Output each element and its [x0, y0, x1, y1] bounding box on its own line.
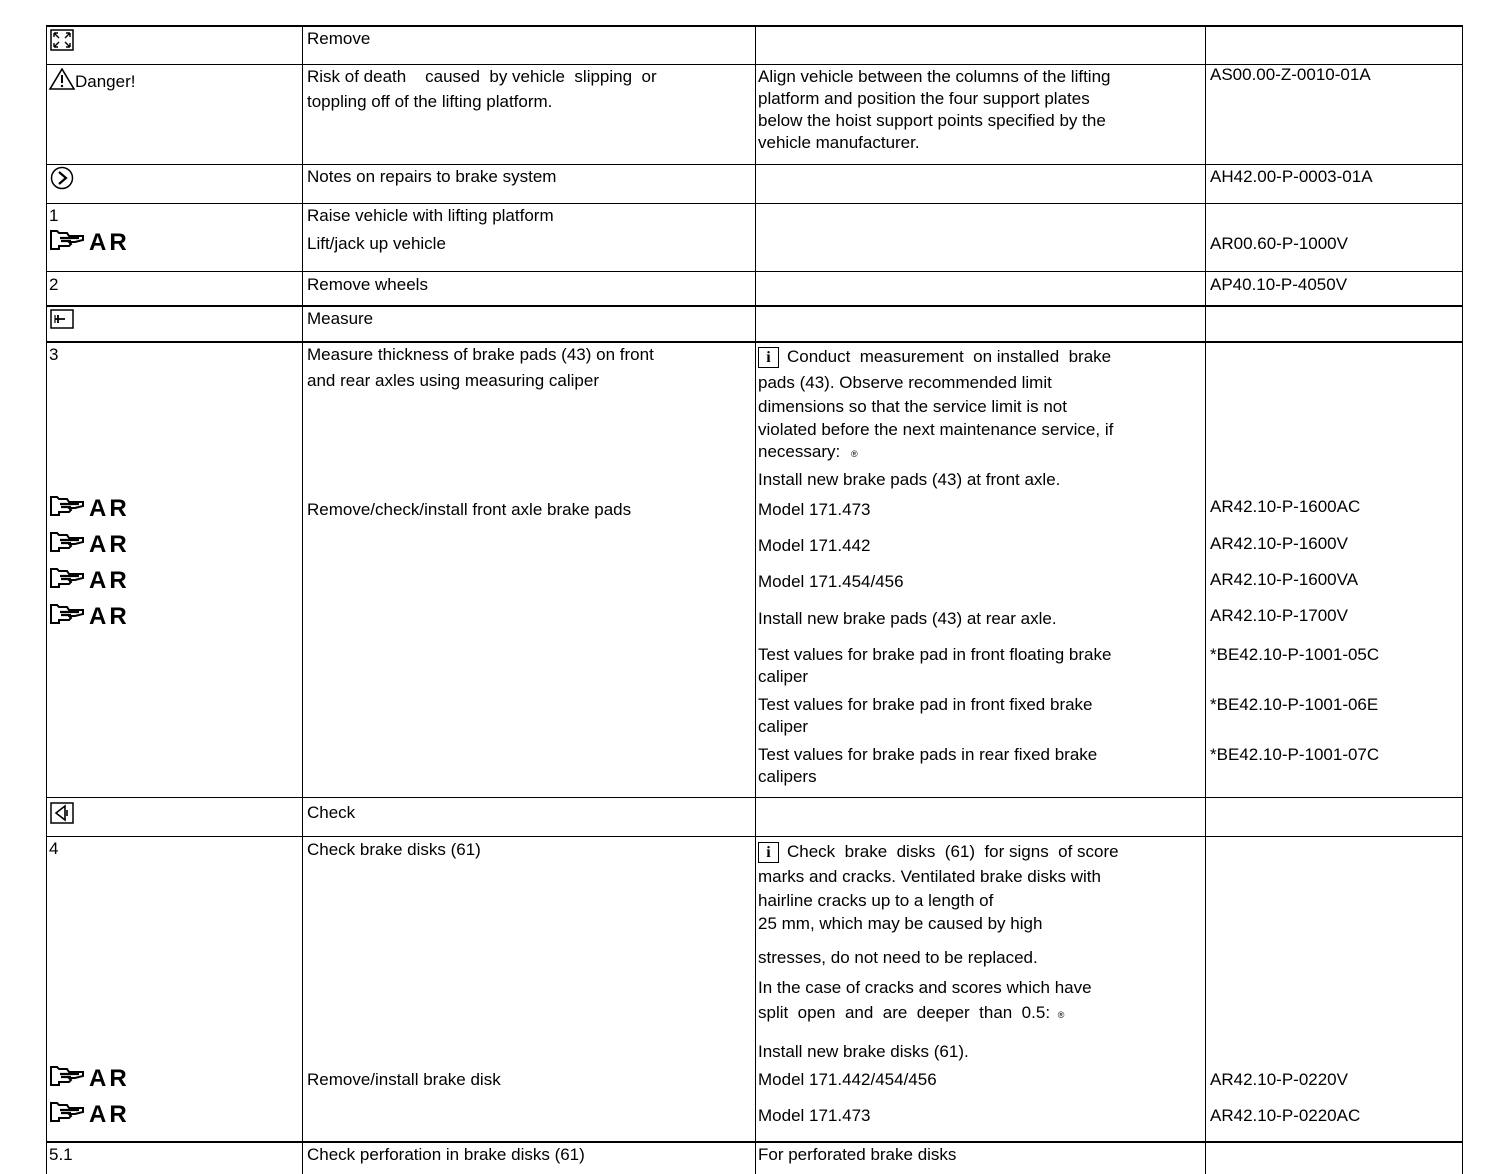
- step4-item-text: Model 171.442/454/456: [758, 1070, 937, 1089]
- step4-item-ref[interactable]: AR42.10-P-0220V: [1210, 1070, 1348, 1089]
- test-values-line2: caliper: [758, 717, 809, 736]
- danger-note-line: vehicle manufacturer.: [758, 133, 920, 152]
- step3-info-text: Conduct measurement on installed brake: [787, 347, 1112, 366]
- step3-note-line: pads (43). Observe recommended limit: [758, 373, 1052, 392]
- step4-note-line: 25 mm, which may be caused by high: [758, 914, 1043, 933]
- step3-note-line: violated before the next maintenance service, if: [758, 420, 1114, 439]
- pointing-hand-icon: [49, 1101, 85, 1130]
- test-values-line1: Test values for brake pad in front fixed brake: [758, 695, 1093, 714]
- test-values-line2: caliper: [758, 667, 809, 686]
- step3-item-text: Model 171.454/456: [758, 572, 904, 591]
- ar-reference-marker: [49, 229, 130, 257]
- step4-note-line: marks and cracks. Ventilated brake disks with: [758, 867, 1101, 886]
- procedure-table: [46, 25, 1463, 1174]
- step4-item-text: Model 171.473: [758, 1106, 871, 1125]
- step4-info-text: Check brake disks (61) for signs of score: [787, 842, 1119, 861]
- step-number: 3: [49, 345, 59, 364]
- danger-text: Danger!: [75, 72, 136, 91]
- step3-info-line: [758, 346, 1168, 368]
- test-values-line1: Test values for brake pad in front floating brake: [758, 645, 1112, 664]
- check-icon: [50, 802, 74, 829]
- step3-item-ref[interactable]: AR42.10-P-1700V: [1210, 606, 1348, 625]
- step1-action2: Lift/jack up vehicle: [307, 234, 446, 253]
- pointing-hand-icon: [49, 603, 85, 632]
- danger-label: [49, 68, 135, 96]
- column-divider: [1462, 25, 1463, 1174]
- step3-remove-action: Remove/check/install front axle brake pads: [307, 500, 632, 519]
- ar-reference-marker: [49, 531, 130, 559]
- registered-symbol: ®: [1057, 1010, 1065, 1020]
- pointing-hand-icon: [49, 495, 85, 524]
- ar-label: AR: [89, 1101, 130, 1128]
- test-values-ref[interactable]: *BE42.10-P-1001-06E: [1210, 695, 1379, 714]
- step4-stresses: stresses, do not need to be replaced.: [758, 948, 1038, 967]
- step3-note-necessary: [758, 441, 858, 465]
- column-divider: [302, 25, 303, 1174]
- step3-action-line2: and rear axles using measuring caliper: [307, 371, 599, 390]
- ar-reference-marker: [49, 495, 130, 523]
- step4-case-text: split open and are deeper than 0.5:: [758, 1003, 1051, 1022]
- danger-ref[interactable]: AS00.00-Z-0010-01A: [1210, 65, 1371, 84]
- info-icon: i: [758, 347, 779, 368]
- test-values-ref[interactable]: *BE42.10-P-1001-07C: [1210, 745, 1380, 764]
- step4-remove-action: Remove/install brake disk: [307, 1070, 501, 1089]
- step3-item-text: Model 171.473: [758, 500, 871, 519]
- check-heading: Check: [307, 803, 356, 822]
- ar-reference-marker: [49, 1101, 130, 1129]
- step-number: 2: [49, 275, 59, 294]
- ar-reference-marker: [49, 567, 130, 595]
- pointing-hand-icon: [49, 1065, 85, 1094]
- step2-ref[interactable]: AP40.10-P-4050V: [1210, 275, 1348, 294]
- step51-note: For perforated brake disks: [758, 1145, 957, 1164]
- step-number: 4: [49, 839, 59, 858]
- step3-action-line1: Measure thickness of brake pads (43) on front: [307, 345, 654, 364]
- notes-action: Notes on repairs to brake system: [307, 167, 557, 186]
- ar-reference-marker: [49, 1065, 130, 1093]
- step2-action: Remove wheels: [307, 275, 428, 294]
- step4-info-line: [758, 841, 1170, 863]
- ar-label: AR: [89, 229, 130, 256]
- step3-item-ref[interactable]: AR42.10-P-1600VA: [1210, 570, 1359, 589]
- test-values-line2: calipers: [758, 767, 817, 786]
- test-values-ref[interactable]: *BE42.10-P-1001-05C: [1210, 645, 1380, 664]
- column-divider: [1205, 25, 1206, 1174]
- pointing-hand-icon: [49, 531, 85, 560]
- ar-label: AR: [89, 531, 130, 558]
- remove-heading: Remove: [307, 29, 371, 48]
- test-values-line1: Test values for brake pads in rear fixed brake: [758, 745, 1098, 764]
- step4-case-line1: In the case of cracks and scores which have: [758, 978, 1092, 997]
- step3-item-ref[interactable]: AR42.10-P-1600V: [1210, 534, 1348, 553]
- ar-reference-marker: [49, 603, 130, 631]
- column-divider: [46, 25, 47, 1174]
- step-number: 1: [49, 206, 59, 225]
- step4-item-ref[interactable]: AR42.10-P-0220AC: [1210, 1106, 1361, 1125]
- ar-label: AR: [89, 1065, 130, 1092]
- measure-heading: Measure: [307, 309, 374, 328]
- notes-icon: [50, 166, 74, 195]
- ar-label: AR: [89, 495, 130, 522]
- measure-icon: [50, 309, 74, 334]
- column-divider: [755, 25, 756, 1174]
- step4-install: Install new brake disks (61).: [758, 1042, 969, 1061]
- step3-note-line: dimensions so that the service limit is not: [758, 397, 1067, 416]
- danger-note-line: below the hoist support points specified by the: [758, 111, 1106, 130]
- step1-ref[interactable]: AR00.60-P-1000V: [1210, 234, 1348, 253]
- ar-label: AR: [89, 603, 130, 630]
- danger-action-line2: toppling off of the lifting platform.: [307, 92, 553, 111]
- info-icon: i: [758, 842, 779, 863]
- pointing-hand-icon: [49, 229, 85, 258]
- step51-action: Check perforation in brake disks (61): [307, 1145, 585, 1164]
- step3-item-text: Install new brake pads (43) at rear axle.: [758, 609, 1057, 628]
- step3-install-front: Install new brake pads (43) at front axle.: [758, 470, 1061, 489]
- step4-note-line: hairline cracks up to a length of: [758, 891, 994, 910]
- warning-triangle-icon: [49, 68, 75, 96]
- pointing-hand-icon: [49, 567, 85, 596]
- step1-action1: Raise vehicle with lifting platform: [307, 206, 554, 225]
- remove-icon: [50, 29, 74, 56]
- danger-action-line1: Risk of death caused by vehicle slipping or: [307, 67, 657, 86]
- step4-case-line2: [758, 1002, 1064, 1026]
- step3-item-ref[interactable]: AR42.10-P-1600AC: [1210, 497, 1361, 516]
- notes-ref[interactable]: AH42.00-P-0003-01A: [1210, 167, 1373, 186]
- step3-item-text: Model 171.442: [758, 536, 871, 555]
- danger-note-line: Align vehicle between the columns of the lifting: [758, 67, 1111, 86]
- danger-note-line: platform and position the four support plates: [758, 89, 1090, 108]
- registered-symbol: ®: [850, 449, 858, 459]
- ar-label: AR: [89, 567, 130, 594]
- step-number: 5.1: [49, 1145, 73, 1164]
- step4-action: Check brake disks (61): [307, 840, 481, 859]
- step3-necessary-text: necessary:: [758, 442, 841, 461]
